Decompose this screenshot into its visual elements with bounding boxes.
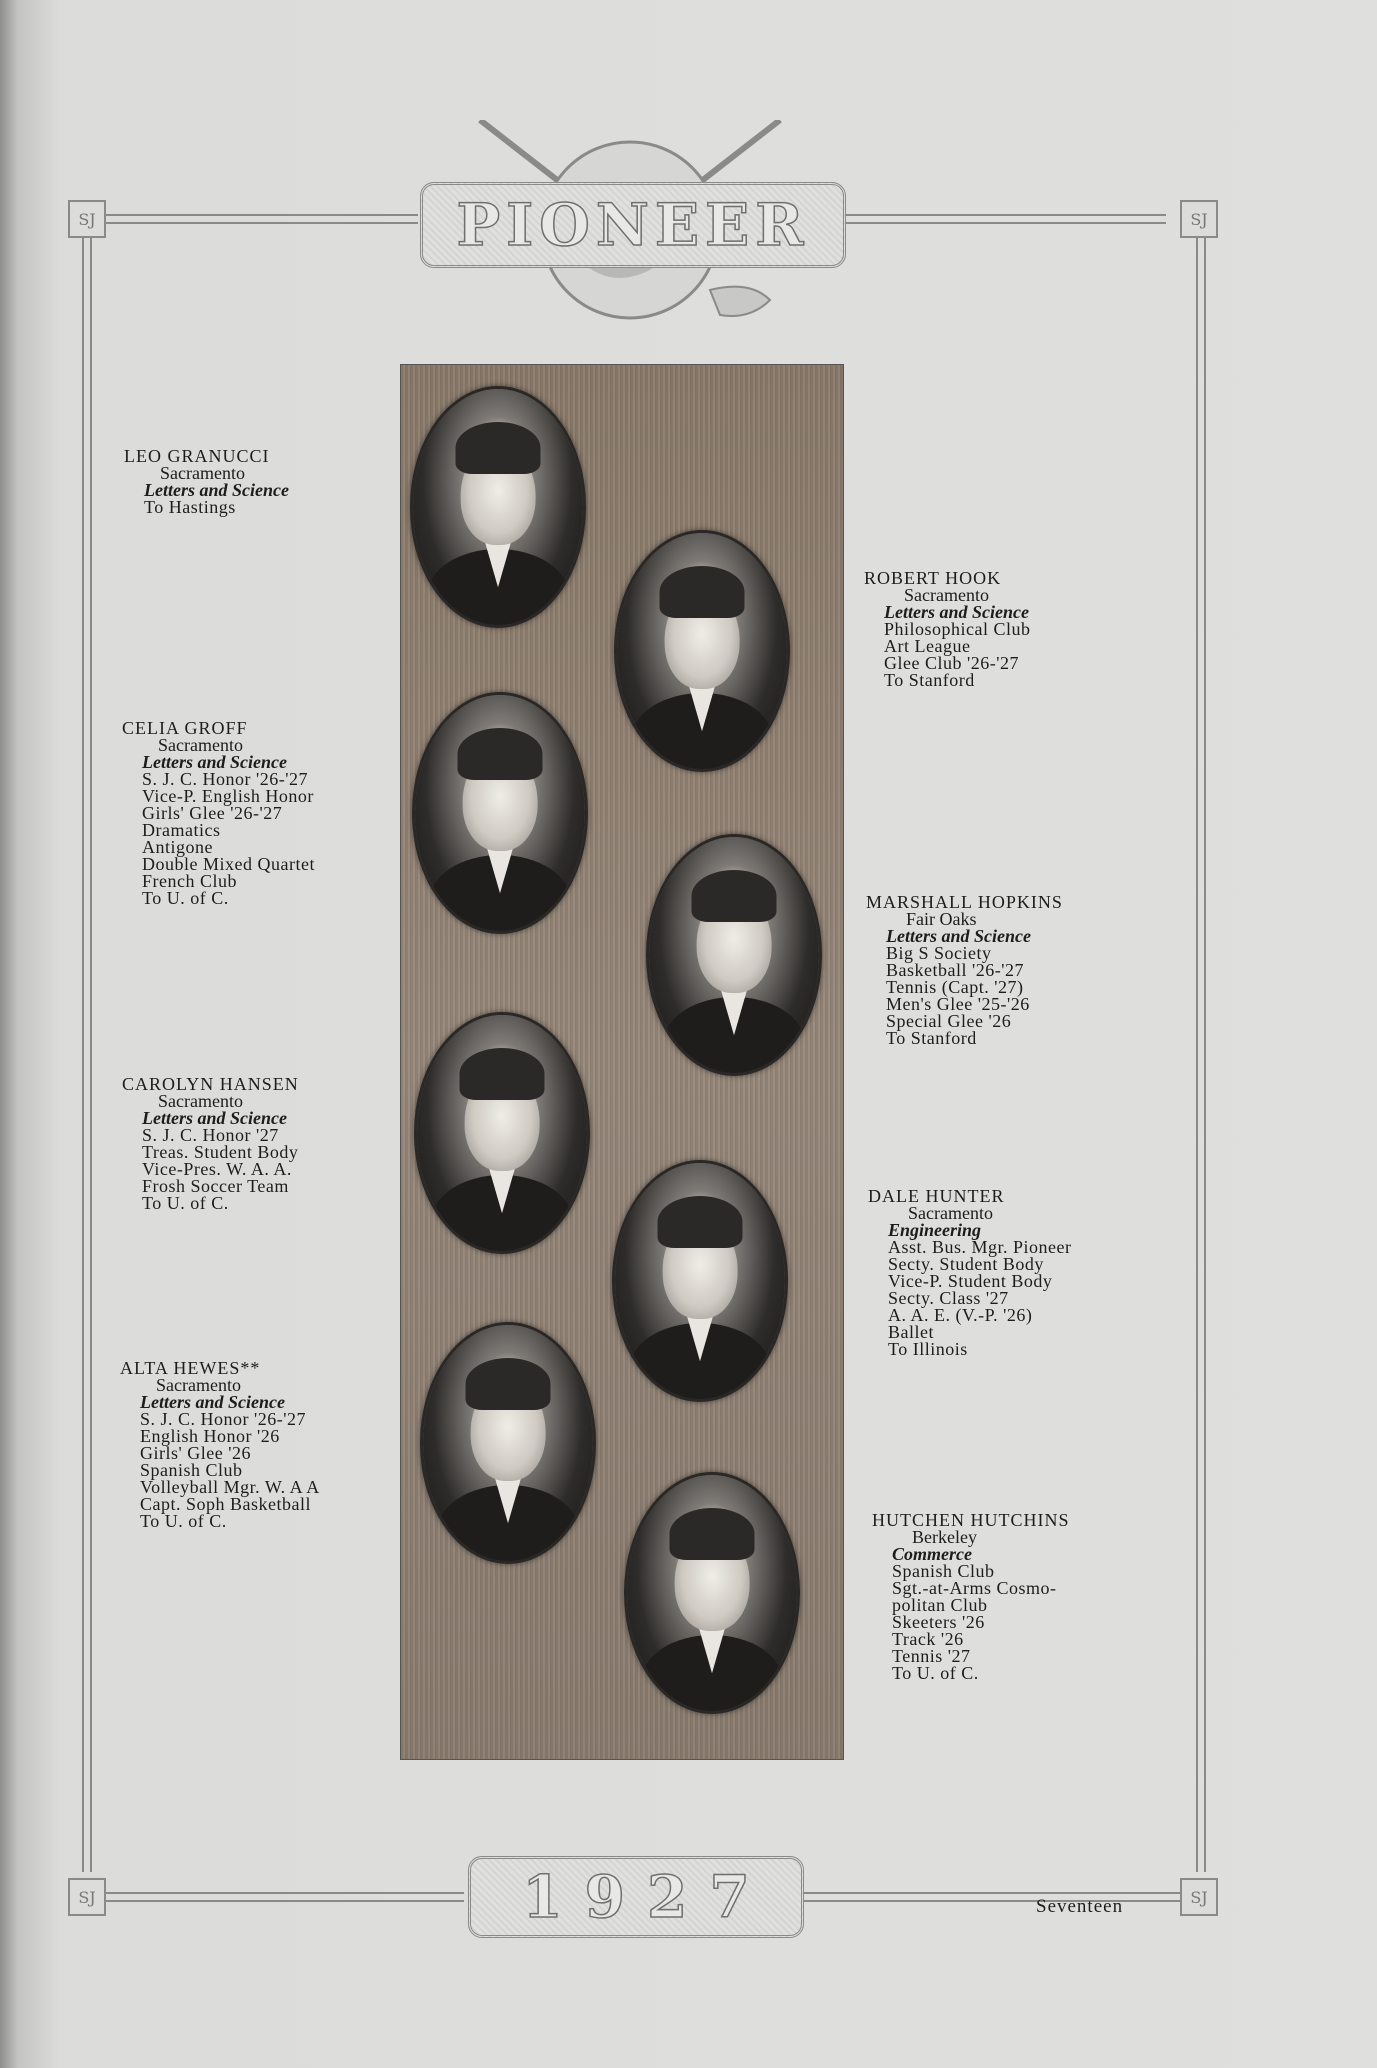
- portrait-carolyn-hansen: [417, 1015, 587, 1251]
- entry-marshall-hopkins: [866, 894, 1063, 1047]
- activity: Track '26: [892, 1629, 964, 1649]
- activity: To Stanford: [886, 1028, 977, 1048]
- monogram-corner: SJ: [68, 1878, 106, 1916]
- student-course: Commerce: [892, 1544, 972, 1564]
- activity: Glee Club '26-'27: [884, 653, 1019, 673]
- activity: To U. of C.: [892, 1663, 979, 1683]
- activity: Tennis (Capt. '27): [886, 977, 1024, 997]
- student-name: ALTA HEWES**: [120, 1358, 261, 1378]
- student-course: Letters and Science: [142, 752, 287, 772]
- activity: To Illinois: [888, 1339, 968, 1359]
- border-top-right: [842, 214, 1166, 224]
- page-number: Seventeen: [1036, 1896, 1124, 1917]
- activity: French Club: [142, 871, 237, 891]
- student-course: Letters and Science: [140, 1392, 285, 1412]
- entry-hutchen-hutchins: [872, 1512, 1070, 1682]
- photo-strip: [400, 364, 844, 1760]
- activity: Double Mixed Quartet: [142, 854, 315, 874]
- student-town: Sacramento: [158, 1091, 243, 1111]
- activity: Antigone: [142, 837, 213, 857]
- year-plate: [468, 1856, 804, 1938]
- student-course: Letters and Science: [886, 926, 1031, 946]
- entry-celia-groff: [122, 720, 315, 907]
- entry-carolyn-hansen: [122, 1076, 299, 1212]
- entry-dale-hunter: [868, 1188, 1072, 1358]
- activity: politan Club: [892, 1595, 988, 1615]
- activity: Frosh Soccer Team: [142, 1176, 289, 1196]
- monogram-corner: SJ: [1180, 200, 1218, 238]
- border-left: [82, 232, 92, 1872]
- activity: To U. of C.: [142, 1193, 229, 1213]
- student-town: Sacramento: [158, 735, 243, 755]
- student-course: Letters and Science: [142, 1108, 287, 1128]
- student-town: Berkeley: [912, 1527, 977, 1547]
- activity: English Honor '26: [140, 1426, 280, 1446]
- activity: Secty. Class '27: [888, 1288, 1009, 1308]
- page-title: PIONEER: [456, 191, 810, 259]
- monogram-corner: SJ: [68, 200, 106, 238]
- student-course: Engineering: [888, 1220, 982, 1240]
- activity: Capt. Soph Basketball: [140, 1494, 311, 1514]
- student-name: CAROLYN HANSEN: [122, 1074, 299, 1094]
- entry-robert-hook: [864, 570, 1031, 689]
- portrait-marshall-hopkins: [649, 837, 819, 1073]
- student-name: DALE HUNTER: [868, 1186, 1005, 1206]
- activity: S. J. C. Honor '26-'27: [142, 769, 308, 789]
- activity: Basketball '26-'27: [886, 960, 1024, 980]
- student-name: MARSHALL HOPKINS: [866, 892, 1063, 912]
- masthead: [420, 120, 840, 320]
- student-name: HUTCHEN HUTCHINS: [872, 1510, 1070, 1530]
- activity: Spanish Club: [140, 1460, 243, 1480]
- portrait-robert-hook: [617, 533, 787, 769]
- activity: Big S Society: [886, 943, 992, 963]
- student-course: Letters and Science: [144, 480, 289, 500]
- entry-alta-hewes: [120, 1360, 320, 1530]
- title-plate: [420, 182, 846, 268]
- student-town: Sacramento: [904, 585, 989, 605]
- activity: A. A. E. (V.-P. '26): [888, 1305, 1033, 1325]
- activity: Vice-Pres. W. A. A.: [142, 1159, 292, 1179]
- border-top-left: [100, 214, 418, 224]
- student-course: Letters and Science: [884, 602, 1029, 622]
- activity: Tennis '27: [892, 1646, 971, 1666]
- border-bottom-right: [800, 1892, 1190, 1902]
- border-bottom-left: [100, 1892, 464, 1902]
- activity: Philosophical Club: [884, 619, 1031, 639]
- student-town: Sacramento: [156, 1375, 241, 1395]
- activity: Spanish Club: [892, 1561, 995, 1581]
- student-name: CELIA GROFF: [122, 718, 248, 738]
- activity: Sgt.-at-Arms Cosmo-: [892, 1578, 1057, 1598]
- activity: S. J. C. Honor '27: [142, 1125, 279, 1145]
- monogram-corner: SJ: [1180, 1878, 1218, 1916]
- border-right: [1196, 232, 1206, 1872]
- activity: Art League: [884, 636, 971, 656]
- activity: Special Glee '26: [886, 1011, 1012, 1031]
- activity: Vice-P. English Honor: [142, 786, 314, 806]
- student-name: ROBERT HOOK: [864, 568, 1002, 588]
- portrait-leo-granucci: [413, 389, 583, 625]
- yearbook-year: 1927: [522, 1863, 772, 1931]
- activity: To U. of C.: [142, 888, 229, 908]
- activity: To Stanford: [884, 670, 975, 690]
- activity: S. J. C. Honor '26-'27: [140, 1409, 306, 1429]
- student-town: Fair Oaks: [906, 909, 977, 929]
- activity: To U. of C.: [140, 1511, 227, 1531]
- activity: Secty. Student Body: [888, 1254, 1044, 1274]
- activity: Girls' Glee '26-'27: [142, 803, 283, 823]
- portrait-dale-hunter: [615, 1163, 785, 1399]
- portrait-alta-hewes: [423, 1325, 593, 1561]
- activity: Men's Glee '25-'26: [886, 994, 1030, 1014]
- activity: To Hastings: [144, 497, 236, 517]
- student-town: Sacramento: [908, 1203, 993, 1223]
- portrait-hutchen-hutchins: [627, 1475, 797, 1711]
- portrait-celia-groff: [415, 695, 585, 931]
- activity: Girls' Glee '26: [140, 1443, 251, 1463]
- activity: Skeeters '26: [892, 1612, 985, 1632]
- activity: Vice-P. Student Body: [888, 1271, 1053, 1291]
- entry-leo-granucci: [124, 448, 289, 516]
- activity: Ballet: [888, 1322, 934, 1342]
- student-name: LEO GRANUCCI: [124, 446, 270, 466]
- activity: Asst. Bus. Mgr. Pioneer: [888, 1237, 1072, 1257]
- activity: Dramatics: [142, 820, 221, 840]
- activity: Volleyball Mgr. W. A A: [140, 1477, 320, 1497]
- student-town: Sacramento: [160, 463, 245, 483]
- activity: Treas. Student Body: [142, 1142, 299, 1162]
